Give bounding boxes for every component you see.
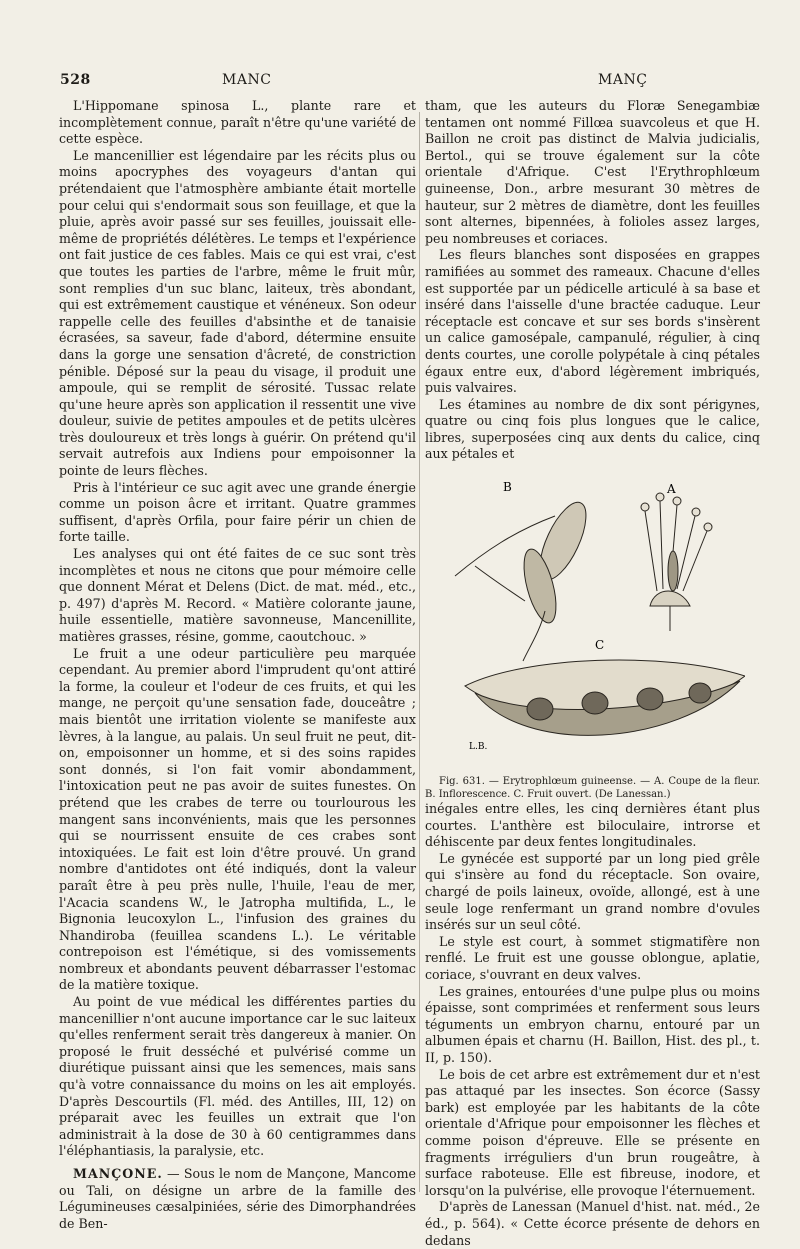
paragraph: Les étamines au nombre de dix sont périgynes, quatre ou cinq fois plus longues que le calice, libres, superposées cinq aux dents du calice, cinq aux pétales et [425,396,760,462]
running-header [60,72,760,96]
left-column [59,98,416,1232]
figure-label-c: C [595,638,605,653]
paragraph: inégales entre elles, les cinq dernières étant plus courtes. L'anthère est biloculaire, introrse et déhiscente par deux fentes longitudinales. [425,801,760,850]
paragraph: tham, que les auteurs du Floræ Senegambiæ tentamen ont nommé Fillœa suavcoleus et que H. Baillon ne croit pas distinct de Malvia judicialis, Bertol., qui se trouve également sur la côte orientale d'Afrique. C'est l'Erythrophlœum guineense, Don., arbre mesurant 30 mètres de hauteur, sur 2 mètres de diamètre, dont les feuilles sont alternes, bipennées, à folioles assez larges, peu nombreuses et coriaces. [425,98,760,246]
paragraph: Les fleurs blanches sont disposées en grappes ramifiées au sommet des rameaux. Chacune d'elles est supportée par un pédicelle articulé à sa base et inséré dans l'aisselle d'une bractée caduque. Leur réceptacle est concave et sur ses bords s'insèrent un calice gamosépale, campanulé, régulier, à cinq dents courtes, une corolle polypétale à cinq pétales égaux entre eux, d'abord légèrement imbriqués, puis valvaires. [425,247,760,396]
flower-section-drawing [641,493,712,631]
entry-mancone [59,1166,416,1232]
paragraph: Le fruit a une odeur particulière peu marquée cependant. Au premier abord l'imprudent qu'ont attiré la forme, la couleur et l'odeur de ces fruits, et qui les mange, ne perçoit qu'une sensation fade, douceâtre ; mais bientôt une irritation violente se manifeste aux lèvres, à la langue, au palais. Un seul fruit ne peut, dit-on, empoisonner un homme, et si des soins rapides sont donnés, si l'on fait vomir abondamment, l'intoxication peut ne pas avoir de suites funestes. On prétend que les crabes de terre ou tourlourous les mangent sans inconvénients, mais que les personnes qui se nourrissent ensuite de ces crabes sont intoxiquées. Le fait est loin d'être prouvé. Un grand nombre d'antidotes ont été indiqués, dont la valeur paraît être à peu près nulle, l'huile, l'eau de mer, l'Acacia scandens W., le Jatropha multifida, L., le Bignonia leucoxylon L., l'infusion des graines du Nhandiroba (feuillea scandens L.). Le véritable contrepoison est l'émétique, si des vomissements nombreux et abondants peuvent débarrasser l'estomac de la matière toxique. [59,645,416,993]
paragraph: Le gynécée est supporté par un long pied grêle qui s'insère au fond du réceptacle. Son ovaire, chargé de poils laineux, ovoïde, allongé, est à une seule loge renfermant un grand nombre d'ovules insérés sur un seul côté. [425,850,760,933]
paragraph: D'après de Lanessan (Manuel d'hist. nat. méd., 2e éd., p. 564). « Cette écorce présente de dehors en dedans [425,1199,760,1248]
figure-label-b: B [503,480,512,495]
figure-caption: Fig. 631. — Erytrophlœum guineense. — A. Coupe de la fleur. B. Inflorescence. C. Fruit ouvert. (De Lanessan.) [425,776,760,801]
figure-label-a: A [667,482,676,497]
entry-text: — Sous le nom de Mançone, Mancome ou Tali, on désigne un arbre de la famille des Légumineuses cæsalpiniées, série des Dimorphandrées de Ben- [59,1166,416,1231]
paragraph: Le bois de cet arbre est extrêmement dur et n'est pas attaqué par les insectes. Son écorce (Sassy bark) est employée par les habitants de la côte orientale d'Afrique pour empoisonner les flèches et comme poison d'épreuve. Elle se présente en fragments irréguliers d'un brun rougeâtre, à surface raboteuse. Elle est fibreuse, inodore, et lorsqu'on la pulvérise, elle provoque l'éternuement. [425,1066,760,1198]
botanical-figure [425,471,760,771]
inflorescence-drawing [455,496,595,661]
illustrator-signature: L.B. [469,742,488,753]
paragraph: Les analyses qui ont été faites de ce suc sont très incomplètes et nous ne citons que pour mémoire celle que donnent Mérat et Delens (Dict. de mat. méd., etc., p. 497) d'après M. Record. « Matière colorante jaune, huile essentielle, matière savonneuse, Mancenillite, matières grasses, résine, gomme, caoutchouc. » [59,546,416,644]
paragraph: Le style est court, à sommet stigmatifère non renflé. Le fruit est une gousse oblongue, aplatie, coriace, s'ouvrant en deux valves. [425,933,760,982]
right-running-title: MANÇ [598,72,648,88]
erythrophleum-illustration [445,471,745,771]
left-running-title: MANC [222,72,272,88]
page-number: 528 [60,72,91,88]
paragraph: L'Hippomane spinosa L., plante rare et incomplètement connue, paraît n'être qu'une variété de cette espèce. [59,98,416,147]
paragraph: Au point de vue médical les différentes parties du mancenillier n'ont aucune importance car le suc laiteux qu'elles renferment serait très dangereux à manier. On proposé le fruit desséché et pulvérisé comme un diurétique puissant ainsi que les semences, mais sans qu'à votre connaissance du moins on les ait employés. D'après Descourtils (Fl. méd. des Antilles, III, 12) on préparait avec les feuilles un extrait que l'on administrait à la dose de 30 à 60 centigrammes dans l'éléphantiasis, la paralysie, etc. [59,994,416,1159]
entry-headword: MANÇONE. [73,1166,163,1181]
fruit-pod-drawing [465,660,745,735]
paragraph: Pris à l'intérieur ce suc agit avec une grande énergie comme un poison âcre et irritant. Quatre grammes suffisent, d'après Orfila, pour faire périr un chien de forte taille. [59,479,416,545]
column-divider [419,112,420,1192]
paragraph: Le mancenillier est légendaire par les récits plus ou moins apocryphes des voyageurs d'antan qui prétendaient que l'atmosphère ambiante était mortelle pour celui qui s'endormait sous son feuillage, et que la pluie, après avoir passé sur ses feuilles, jouissait elle-même de propriétés délétères. Le temps et l'expérience ont fait justice de ces fables. Mais ce qui est vrai, c'est que toutes les parties de l'arbre, même le fruit mûr, sont remplies d'un suc blanc, laiteux, très abondant, qui est extrêmement caustique et vénéneux. Son odeur rappelle celle des feuilles d'absinthe et de tanaisie écrasées, sa saveur, fade d'abord, détermine ensuite dans la gorge une sensation d'âcreté, de constriction pénible. Déposé sur la peau du visage, il produit une ampoule, qui se remplit de sérosité. Tussac relate qu'une heure après son application il ressentit une vive douleur, suivie de petites ampoules et de petits ulcères très douloureux et très longs à guérir. On prétend qu'il servait autrefois aux Indiens pour empoisonner la pointe de leurs flèches. [59,147,416,479]
right-column [425,98,760,1249]
paragraph: Les graines, entourées d'une pulpe plus ou moins épaisse, sont comprimées et renferment sous leurs téguments un embryon charnu, entouré par un albumen épais et charnu (H. Baillon, Hist. des pl., t. II, p. 150). [425,983,760,1065]
